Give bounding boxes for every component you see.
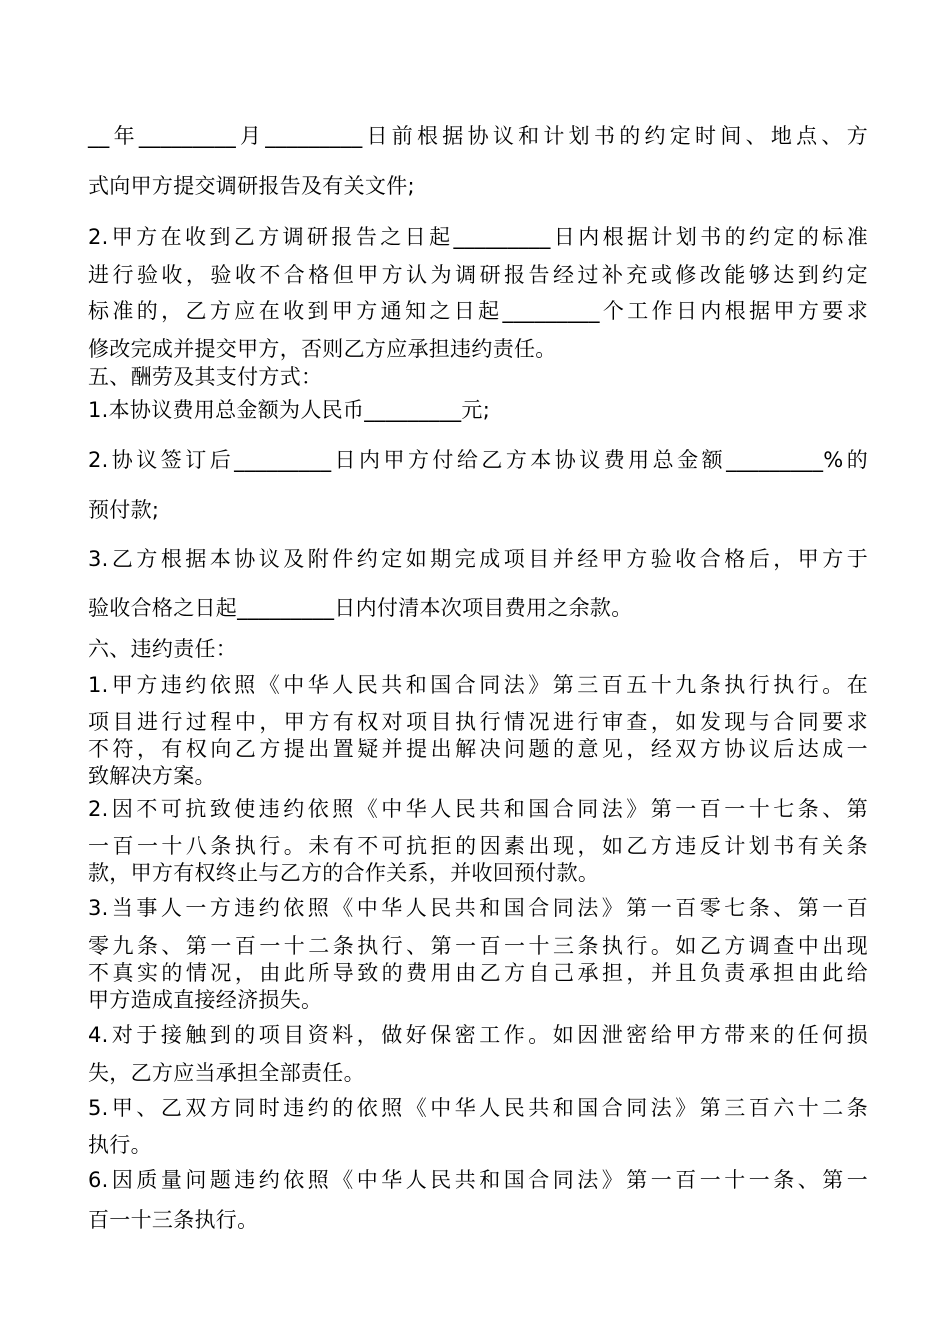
text-line: 失，乙方应当承担全部责任。 xyxy=(88,1061,365,1085)
text-line: 一百一十八条执行。未有不可抗拒的因素出现，如乙方违反计划书有关条 xyxy=(88,834,868,858)
text-line: 式向甲方提交调研报告及有关文件; xyxy=(88,174,415,198)
text-line: 不符，有权向乙方提出置疑并提出解决问题的意见，经双方协议后达成一 xyxy=(88,737,868,761)
text-line: 零九条、第一百一十二条执行、第一百一十三条执行。如乙方调查中出现 xyxy=(88,934,868,958)
text-line: 2.因不可抗致使违约依照《中华人民共和国合同法》第一百一十七条、第 xyxy=(88,797,868,821)
text-line: 预付款; xyxy=(88,498,160,522)
text-line: 验收合格之日起_________日内付清本次项目费用之余款。 xyxy=(88,596,633,620)
text-line: 致解决方案。 xyxy=(88,764,216,788)
section-heading: 五、酬劳及其支付方式： xyxy=(88,365,323,389)
text-line: 4.对于接触到的项目资料，做好保密工作。如因泄密给甲方带来的任何损 xyxy=(88,1023,868,1047)
text-line: 项目进行过程中，甲方有权对项目执行情况进行审查，如发现与合同要求 xyxy=(88,710,868,734)
text-line: 2.协议签订后_________日内甲方付给乙方本协议费用总金额_________%的 xyxy=(88,448,868,472)
text-line: 1.本协议费用总金额为人民币_________元; xyxy=(88,398,491,422)
text-line: 3.乙方根据本协议及附件约定如期完成项目并经甲方验收合格后，甲方于 xyxy=(88,547,868,571)
text-line: 不真实的情况，由此所导致的费用由乙方自己承担，并且负责承担由此给 xyxy=(88,961,868,985)
text-line: 1.甲方违约依照《中华人民共和国合同法》第三百五十九条执行执行。在 xyxy=(88,673,868,697)
text-line: 6.因质量问题违约依照《中华人民共和国合同法》第一百一十一条、第一 xyxy=(88,1168,868,1192)
text-line: 执行。 xyxy=(88,1133,152,1157)
text-line: 进行验收，验收不合格但甲方认为调研报告经过补充或修改能够达到约定 xyxy=(88,263,868,287)
text-line: __年_________月_________日前根据协议和计划书的约定时间、地点、方 xyxy=(88,124,868,148)
section-heading: 六、违约责任： xyxy=(88,637,238,661)
text-line: 2.甲方在收到乙方调研报告之日起_________日内根据计划书的约定的标准 xyxy=(88,225,868,249)
text-line: 标准的，乙方应在收到甲方通知之日起_________个工作日内根据甲方要求 xyxy=(88,299,868,323)
text-line: 百一十三条执行。 xyxy=(88,1208,259,1232)
text-line: 款，甲方有权终止与乙方的合作关系，并收回预付款。 xyxy=(88,861,600,885)
text-line: 3.当事人一方违约依照《中华人民共和国合同法》第一百零七条、第一百 xyxy=(88,896,868,920)
text-line: 甲方造成直接经济损失。 xyxy=(88,988,323,1012)
text-line: 修改完成并提交甲方，否则乙方应承担违约责任。 xyxy=(88,337,557,361)
text-line: 5.甲、乙双方同时违约的依照《中华人民共和国合同法》第三百六十二条 xyxy=(88,1096,868,1120)
